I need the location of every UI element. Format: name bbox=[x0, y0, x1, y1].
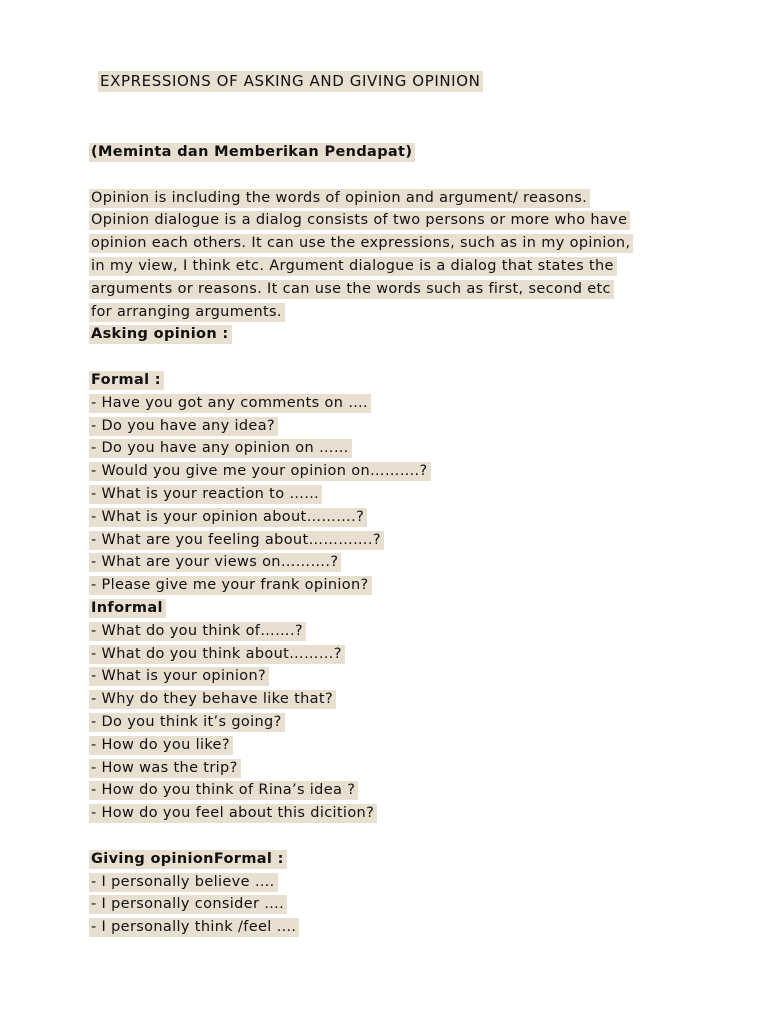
list-item-text: - I personally consider …. bbox=[89, 895, 287, 914]
giving-heading-text: Giving opinionFormal : bbox=[89, 850, 287, 869]
intro-line bbox=[89, 232, 689, 255]
intro-line bbox=[89, 278, 689, 301]
list-item-text: - How was the trip? bbox=[89, 759, 241, 778]
intro-line-text: for arranging arguments. bbox=[89, 303, 285, 322]
intro-line bbox=[89, 187, 689, 210]
list-item bbox=[89, 392, 689, 415]
formal-list bbox=[89, 392, 689, 597]
list-item-text: - Do you have any opinion on …… bbox=[89, 439, 352, 458]
list-item bbox=[89, 916, 689, 939]
list-item bbox=[89, 711, 689, 734]
informal-heading-text: Informal bbox=[89, 599, 166, 618]
list-item bbox=[89, 415, 689, 438]
list-item-text: - Do you have any idea? bbox=[89, 417, 278, 436]
document-body bbox=[89, 141, 689, 939]
list-item-text: - How do you like? bbox=[89, 736, 233, 755]
intro-line bbox=[89, 301, 689, 324]
document-title-text: EXPRESSIONS OF ASKING AND GIVING OPINION bbox=[98, 71, 483, 92]
list-item bbox=[89, 665, 689, 688]
informal-heading bbox=[89, 597, 689, 620]
list-item-text: - I personally believe …. bbox=[89, 873, 278, 892]
giving-list bbox=[89, 871, 689, 939]
list-item bbox=[89, 871, 689, 894]
document-title bbox=[98, 72, 483, 90]
list-item bbox=[89, 620, 689, 643]
intro-line-text: Opinion is including the words of opinion and argument/ reasons. bbox=[89, 189, 590, 208]
list-item-text: - What is your opinion? bbox=[89, 667, 269, 686]
list-item-text: - Please give me your frank opinion? bbox=[89, 576, 372, 595]
list-item-text: - What are your views on……….? bbox=[89, 553, 341, 572]
list-item bbox=[89, 643, 689, 666]
list-item-text: - What is your reaction to …… bbox=[89, 485, 322, 504]
list-item bbox=[89, 437, 689, 460]
list-item-text: - Do you think it’s going? bbox=[89, 713, 285, 732]
informal-list bbox=[89, 620, 689, 825]
list-item bbox=[89, 483, 689, 506]
list-item-text: - How do you feel about this dicition? bbox=[89, 804, 377, 823]
list-item bbox=[89, 757, 689, 780]
spacer bbox=[89, 164, 689, 187]
list-item-text: - How do you think of Rina’s idea ? bbox=[89, 781, 358, 800]
list-item bbox=[89, 574, 689, 597]
list-item bbox=[89, 551, 689, 574]
subtitle bbox=[89, 141, 689, 164]
asking-heading bbox=[89, 323, 689, 346]
subtitle-text: (Meminta dan Memberikan Pendapat) bbox=[89, 143, 415, 162]
list-item-text: - What are you feeling about………….? bbox=[89, 531, 384, 550]
intro-line-text: Opinion dialogue is a dialog consists of two persons or more who have bbox=[89, 211, 630, 230]
list-item bbox=[89, 460, 689, 483]
giving-heading bbox=[89, 848, 689, 871]
intro-line bbox=[89, 255, 689, 278]
list-item-text: - What do you think about………? bbox=[89, 645, 345, 664]
list-item-text: - What do you think of…….? bbox=[89, 622, 306, 641]
list-item-text: - What is your opinion about……….? bbox=[89, 508, 367, 527]
intro-line bbox=[89, 209, 689, 232]
list-item-text: - Why do they behave like that? bbox=[89, 690, 336, 709]
list-item-text: - I personally think /feel …. bbox=[89, 918, 299, 937]
intro-paragraph bbox=[89, 187, 689, 324]
list-item bbox=[89, 506, 689, 529]
list-item-text: - Would you give me your opinion on……….? bbox=[89, 462, 431, 481]
intro-line-text: arguments or reasons. It can use the words such as first, second etc bbox=[89, 280, 614, 299]
spacer bbox=[89, 825, 689, 848]
spacer bbox=[89, 346, 689, 369]
formal-heading bbox=[89, 369, 689, 392]
list-item bbox=[89, 779, 689, 802]
list-item bbox=[89, 734, 689, 757]
list-item bbox=[89, 688, 689, 711]
list-item-text: - Have you got any comments on …. bbox=[89, 394, 371, 413]
intro-line-text: in my view, I think etc. Argument dialogue is a dialog that states the bbox=[89, 257, 617, 276]
list-item bbox=[89, 529, 689, 552]
list-item bbox=[89, 893, 689, 916]
formal-heading-text: Formal : bbox=[89, 371, 164, 390]
list-item bbox=[89, 802, 689, 825]
asking-heading-text: Asking opinion : bbox=[89, 325, 232, 344]
intro-line-text: opinion each others. It can use the expressions, such as in my opinion, bbox=[89, 234, 633, 253]
